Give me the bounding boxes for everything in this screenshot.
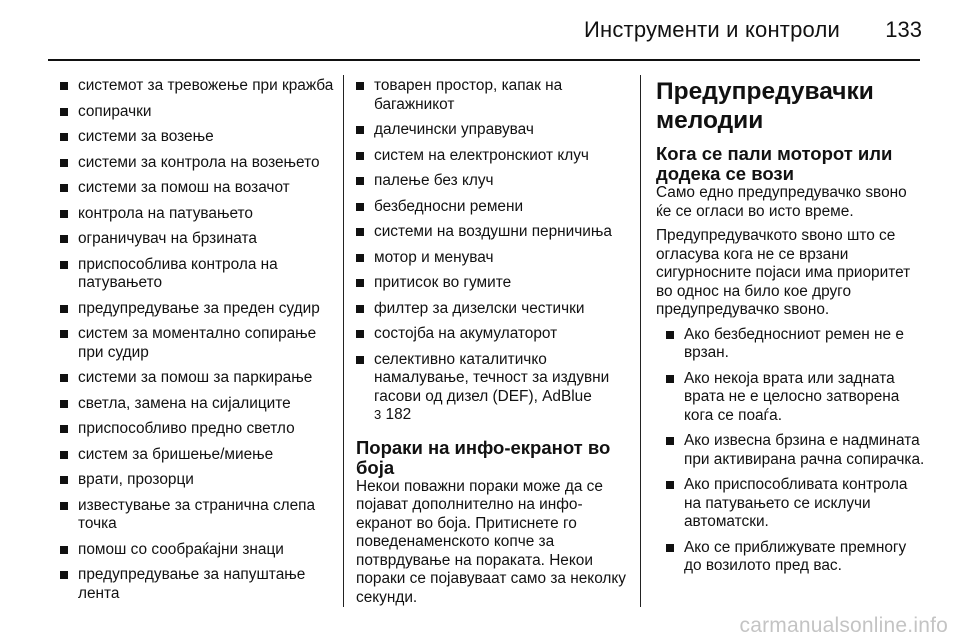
list-item: известување за странична слепа точка — [60, 497, 342, 534]
header-title: Инструменти и контроли — [583, 17, 840, 42]
column-divider-2 — [640, 75, 641, 607]
page-number: 133 — [885, 17, 922, 42]
xref-page: 182 — [385, 406, 412, 423]
list-item: ограничувач на брзината — [60, 230, 342, 249]
list-item: Ако безбедносниот ремен не е врзан. — [666, 326, 926, 363]
list-item: помош со сообраќајни знаци — [60, 541, 342, 560]
section-title: Предупредувачки мелодии — [656, 78, 874, 134]
bullet-list-3 — [656, 326, 926, 576]
arrow-icon: 3 — [374, 407, 382, 422]
list-item: Ако приспособливата контрола на патувањето се исклучи автоматски. — [666, 476, 926, 532]
list-item: Ако извесна брзина е надмината при активирана рачна сопирачка. — [666, 432, 926, 469]
list-item: далечински управувач — [356, 121, 628, 140]
list-item: системи за помош за паркирање — [60, 369, 342, 388]
bullet-list-1 — [60, 77, 342, 603]
subheading-color-info-display: Пораки на инфо-екранот во боја — [356, 436, 611, 478]
paragraph: Само едно предупредувачко ѕвоно ќе се огласи во исто време. — [656, 184, 907, 220]
bullet-list-2 — [356, 77, 628, 425]
list-item: состојба на акумулаторот — [356, 325, 628, 344]
column-divider-1 — [343, 75, 344, 607]
list-item: Ако се приближувате премногу до возилото пред вас. — [666, 539, 926, 576]
list-item: систем за моментално сопирање при судир — [60, 325, 342, 362]
list-item-text: селективно каталитичко намалување, течност за издувни гасови од дизел (DEF), AdBlue — [374, 350, 610, 405]
list-item: приспособлива контрола на патувањето — [60, 256, 342, 293]
list-item: системи за помош на возачот — [60, 179, 342, 198]
page-header — [0, 0, 960, 60]
list-item: притисок во гумите — [356, 274, 628, 293]
column-3 — [656, 77, 926, 583]
column-2 — [356, 77, 628, 613]
list-item: безбедносни ремени — [356, 198, 628, 217]
list-item: врати, прозорци — [60, 471, 342, 490]
list-item: светла, замена на сијалиците — [60, 395, 342, 414]
list-item: Ако некоја врата или задната врата не е целосно затворена кога се поаѓа. — [666, 370, 926, 426]
header-rule — [48, 59, 920, 61]
list-item: системот за тревожење при кражба — [60, 77, 342, 96]
list-item: системи за контрола на возењето — [60, 154, 342, 173]
list-item: товарен простор, капак на багажникот — [356, 77, 628, 114]
page-reference[interactable] — [374, 406, 628, 425]
column-1 — [60, 77, 342, 610]
paragraph: Предупредувачкото ѕвоно што се огласува кога не се врзани сигурносните појаси има приоритет во однос на било кое друго предупредувачко ѕвоно. — [656, 227, 911, 318]
list-item: приспособливо предно светло — [60, 420, 342, 439]
list-item: палење без клуч — [356, 172, 628, 191]
list-item: систем за бришење/миење — [60, 446, 342, 465]
list-item: предупредување за напуштање лента — [60, 566, 342, 603]
list-item: филтер за дизелски честички — [356, 300, 628, 319]
watermark: carmanualsonline.info — [739, 614, 948, 637]
list-item-with-xref — [356, 351, 628, 425]
list-item: контрола на патувањето — [60, 205, 342, 224]
list-item: предупредување за преден судир — [60, 300, 342, 319]
list-item: системи за возење — [60, 128, 342, 147]
subheading-engine-driving: Кога се пали моторот или додека се вози — [656, 143, 893, 184]
list-item: системи на воздушни перничиња — [356, 223, 628, 242]
list-item: сопирачки — [60, 103, 342, 122]
list-item: мотор и менувач — [356, 249, 628, 268]
paragraph: Некои поважни пораки може да се појават дополнително на инфо-екранот во боја. Притиснете го поведенаменското копче за потврдување на пораката. Некои пораки се појавуваат само за неколку секунди. — [356, 477, 626, 606]
list-item: систем на електронскиот клуч — [356, 147, 628, 166]
